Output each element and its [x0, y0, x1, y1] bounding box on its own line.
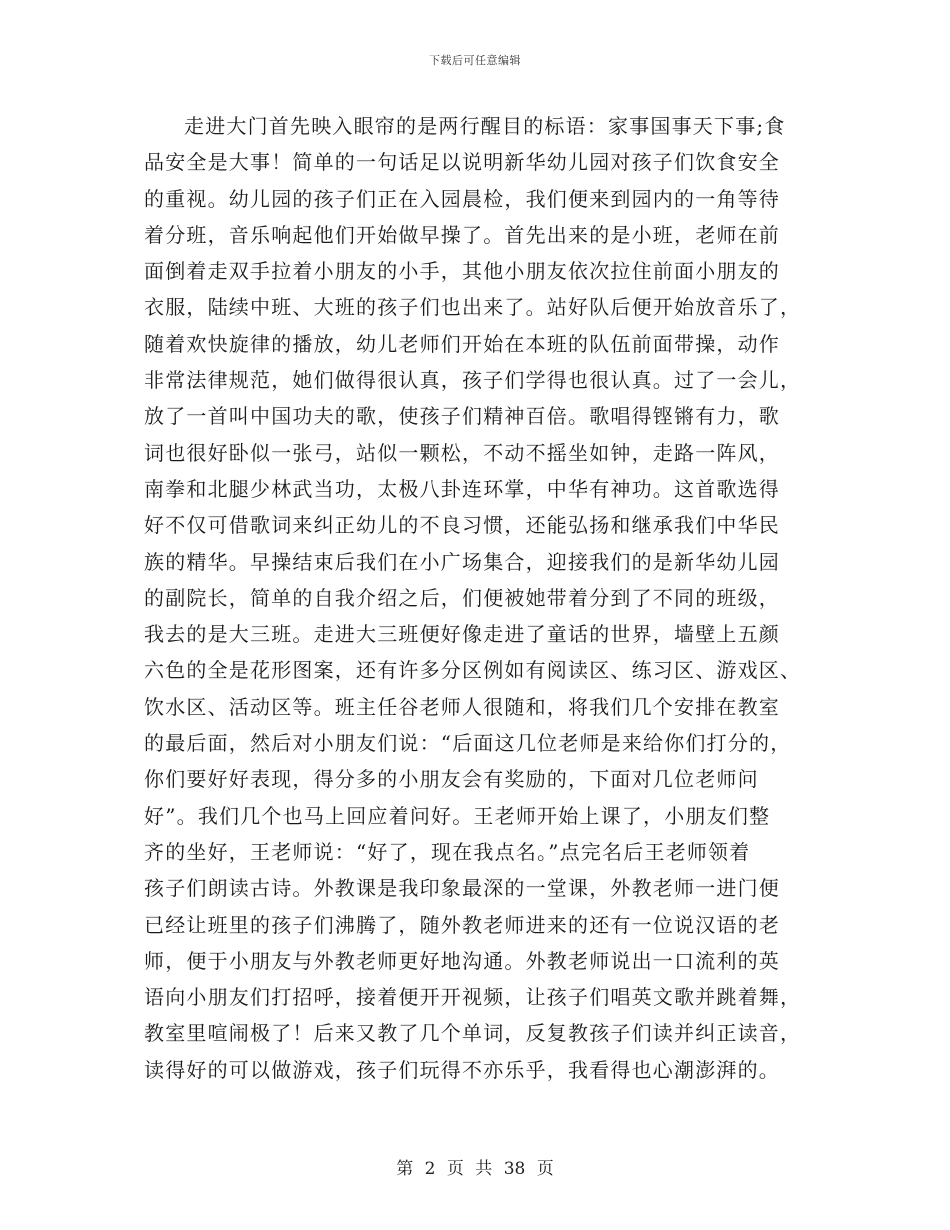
text-line: 品安全是大事！简单的一句话足以说明新华幼儿园对孩子们饮食安全: [144, 150, 780, 175]
text-line: 师，便于小朋友与外教老师更好地沟通。外教老师说出一口流利的英: [144, 948, 780, 973]
text-line: 六色的全是花形图案，还有许多分区例如有阅读区、练习区、游戏区、: [144, 658, 802, 683]
text-line: 教室里喧闹极了！后来又教了几个单词，反复教孩子们读并纠正读音，: [144, 1021, 802, 1046]
text-line: 已经让班里的孩子们沸腾了，随外教老师进来的还有一位说汉语的老: [144, 912, 780, 937]
text-line: 的副院长，简单的自我介绍之后，们便被她带着分到了不同的班级，: [144, 585, 780, 610]
text-line: 走进大门首先映入眼帘的是两行醒目的标语：家事国事天下事;食: [184, 114, 786, 138]
text-line: 族的精华。早操结束后我们在小广场集合，迎接我们的是新华幼儿园: [144, 549, 780, 574]
text-line: 放了一首叫中国功夫的歌，使孩子们精神百倍。歌唱得铿锵有力，歌: [144, 404, 780, 429]
text-line: 词也很好卧似一张弓，站似一颗松，不动不摇坐如钟，走路一阵风，: [144, 440, 780, 465]
text-line: 的最后面，然后对小朋友们说：“后面这几位老师是来给你们打分的，: [144, 731, 792, 756]
text-line: 着分班，音乐响起他们开始做早操了。首先出来的是小班，老师在前: [144, 222, 780, 247]
text-line: 南拳和北腿少林武当功，太极八卦连环掌，中华有神功。这首歌选得: [144, 476, 780, 501]
text-line: 的重视。幼儿园的孩子们正在入园晨检，我们便来到园内的一角等待: [144, 186, 780, 211]
text-line: 饮水区、活动区等。班主任谷老师人很随和，将我们几个安排在教室: [144, 694, 780, 719]
text-line: 孩子们朗读古诗。外教课是我印象最深的一堂课，外教老师一进门便: [144, 876, 780, 901]
text-line: 你们要好好表现，得分多的小朋友会有奖励的，下面对几位老师问: [144, 767, 759, 792]
page-number-footer: 第 2 页 共 38 页: [396, 1159, 554, 1179]
text-line: 衣服，陆续中班、大班的孩子们也出来了。站好队后便开始放音乐了，: [144, 295, 802, 320]
body-paragraph: [144, 108, 806, 1088]
text-line: 语向小朋友们打招呼，接着便开开视频，让孩子们唱英文歌并跳着舞，: [144, 985, 802, 1010]
text-line: 好”。我们几个也马上回应着问好。王老师开始上课了，小朋友们整: [144, 803, 771, 828]
text-line: 好不仅可借歌词来纠正幼儿的不良习惯，还能弘扬和继承我们中华民: [144, 513, 780, 538]
page-header-note: 下载后可任意编辑: [429, 54, 521, 67]
text-line: 齐的坐好，王老师说：“好了，现在我点名。”点完名后王老师领着: [144, 839, 751, 864]
text-line: 面倒着走双手拉着小朋友的小手，其他小朋友依次拉住前面小朋友的: [144, 259, 780, 284]
text-line: 随着欢快旋律的播放，幼儿老师们开始在本班的队伍前面带操，动作: [144, 331, 780, 356]
text-line: 我去的是大三班。走进大三班便好像走进了童话的世界，墙壁上五颜: [144, 622, 780, 647]
text-line: 读得好的可以做游戏，孩子们玩得不亦乐乎，我看得也心潮澎湃的。: [144, 1057, 780, 1082]
text-line: 非常法律规范，她们做得很认真，孩子们学得也很认真。过了一会儿，: [144, 368, 802, 393]
